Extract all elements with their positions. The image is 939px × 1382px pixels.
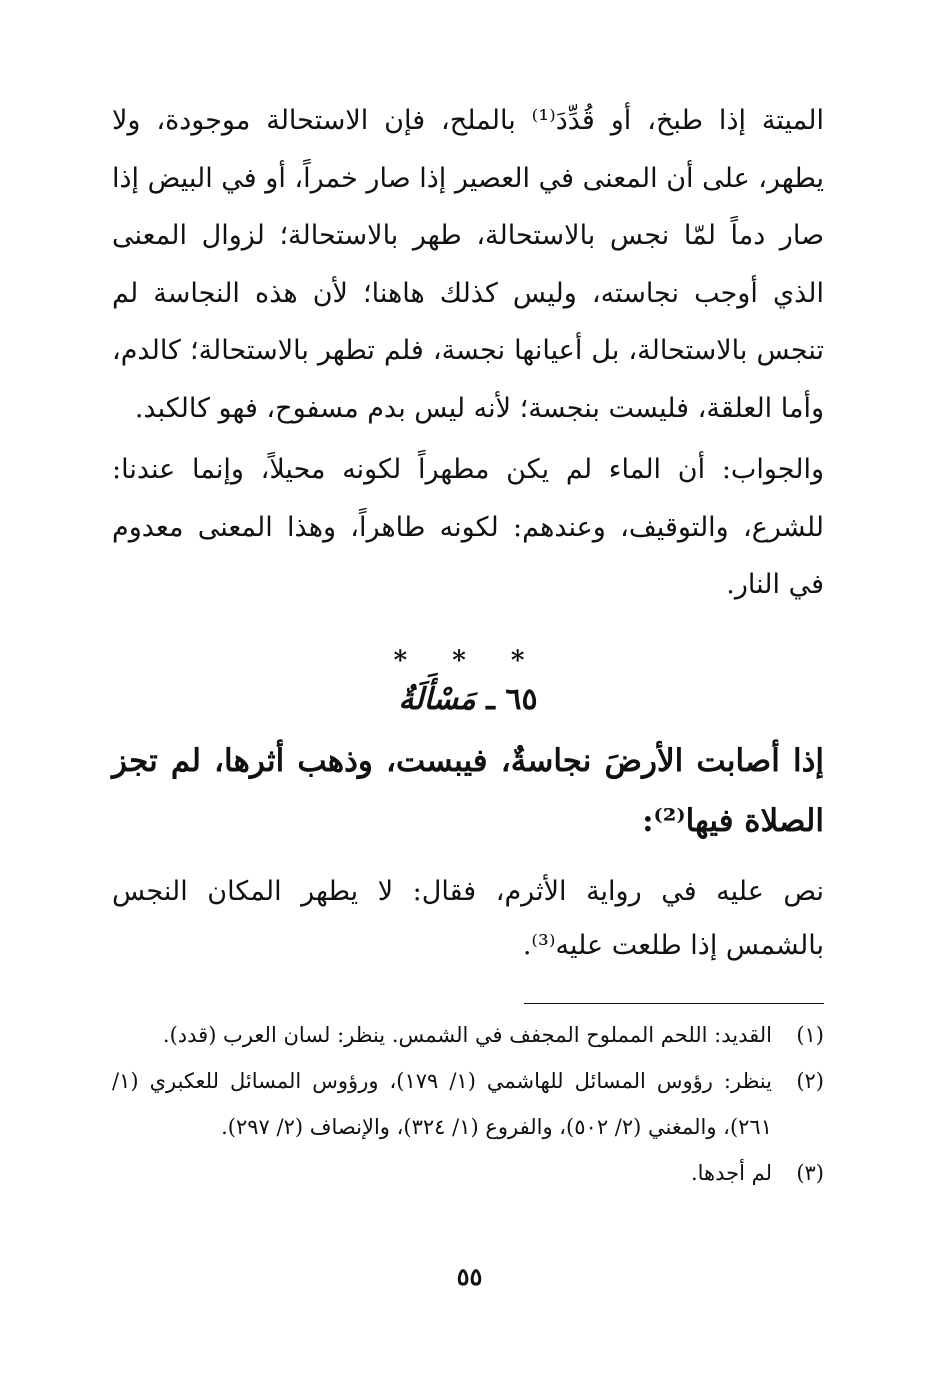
document-page <box>112 92 824 1196</box>
footnote-number: (٣) <box>796 1160 824 1185</box>
footnote-number: (٢) <box>796 1068 824 1093</box>
issue-text: نص عليه في رواية الأثرم، فقال: لا يطهر المكان النجس بالشمس إذا طلعت عليه⁽³⁾. <box>112 875 824 961</box>
page-number: ٥٥ <box>456 1262 483 1291</box>
footnote-divider <box>524 1003 824 1004</box>
issue-number: ٦٥ ـ <box>486 681 538 717</box>
issue-title: مَسْأَلَةٌ <box>398 681 476 717</box>
paragraph-1: الميتة إذا طبخ، أو قُدِّدَ⁽¹⁾ بالملح، فإن الاستحالة موجودة، ولا يطهر، على أن المعنى في العصير إذا صار خمراً، أو في البيض إذا صار دماً لمّا نجس بالاستحالة، طهر بالاستحالة؛ لزوال المعنى الذي أوجب نجاسته، وليس كذلك هاهنا؛ لأن هذه النجاسة لم تنجس بالاستحالة، بل أعيانها نجسة، فلم تطهر بالاستحالة؛ كالدم، وأما العلقة، فليست بنجسة؛ لأنه ليس بدم مسفوح، فهو كالكبد. <box>112 105 824 424</box>
footnote-1 <box>112 1012 824 1058</box>
issue-ruling: إذا أصابت الأرضَ نجاسةٌ، فيبست، وذهب أثرها، لم تجز الصلاة فيها⁽²⁾: <box>112 742 824 839</box>
footnote-text: القديد: اللحم المملوح المجفف في الشمس. ينظر: لسان العرب (قدد). <box>162 1022 772 1047</box>
issue-heading <box>112 682 824 717</box>
footnote-text: لم أجدها. <box>690 1160 772 1185</box>
footnote-text: ينظر: رؤوس المسائل للهاشمي (١/ ١٧٩)، ورؤوس المسائل للعكبري (١/ ٢٦١)، والمغني (٢/ ٥٠٢)، والفروع (١/ ٣٢٤)، والإنصاف (٢/ ٢٩٧). <box>112 1068 772 1139</box>
footnote-number: (١) <box>796 1022 824 1047</box>
footnote-2 <box>112 1058 824 1150</box>
section-separator: * * * <box>393 645 543 676</box>
paragraph-2: والجواب: أن الماء لم يكن مطهراً لكونه محيلاً، وإنما عندنا: للشرع، والتوقيف، وعندهم: لكونه طاهراً، وهذا المعنى معدوم في النار. <box>112 454 824 600</box>
footnote-3 <box>112 1150 824 1196</box>
